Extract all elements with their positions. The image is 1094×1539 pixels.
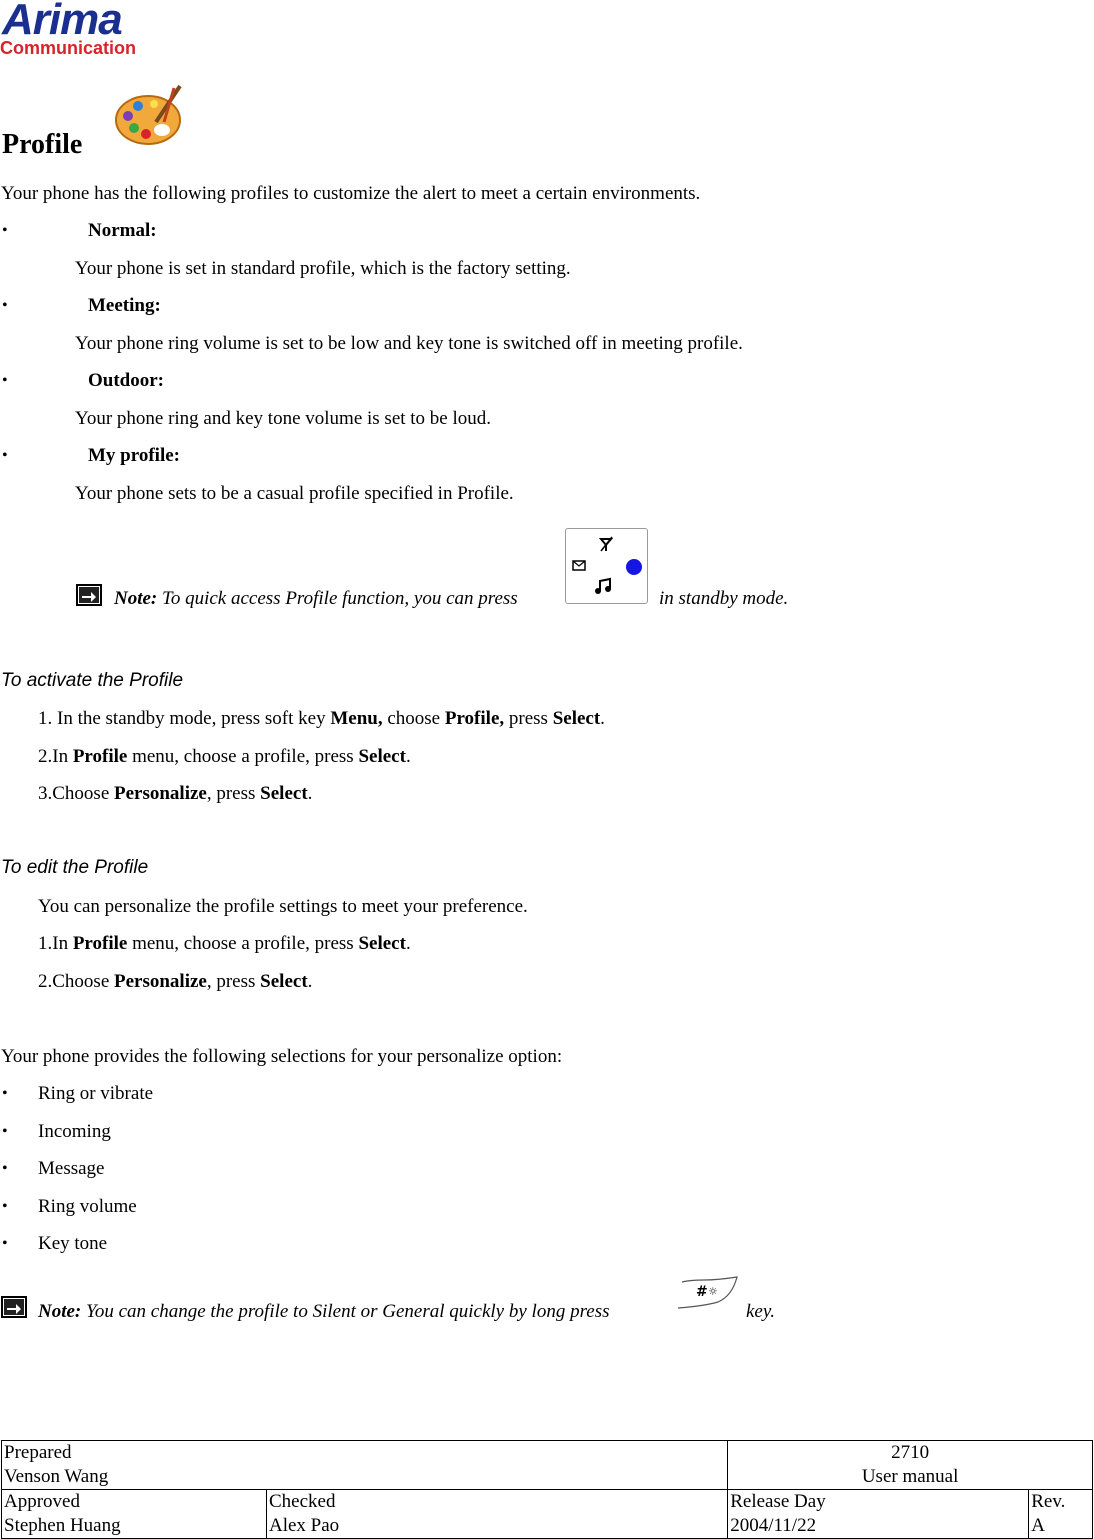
- activate-heading: To activate the Profile: [1, 670, 184, 691]
- prepared-cell: Prepared Venson Wang: [2, 1441, 728, 1490]
- bullet: •: [2, 1085, 8, 1102]
- page-title: Profile: [2, 129, 83, 160]
- checked-cell: Checked Alex Pao: [267, 1490, 728, 1539]
- profile-desc-meeting: Your phone ring volume is set to be low and key tone is switched off in meeting profile.: [75, 333, 743, 354]
- doc-footer-table: [1, 1440, 1093, 1539]
- bullet: •: [2, 297, 8, 314]
- note-quick-access: [114, 587, 518, 611]
- palette-icon: [112, 82, 188, 154]
- svg-text:#: #: [696, 1284, 708, 1300]
- bullet: •: [2, 1198, 8, 1215]
- logo-arima: Arima: [2, 0, 122, 44]
- note-icon: [76, 584, 102, 612]
- intro-text: Your phone has the following profiles to customize the alert to meet a certain environments.: [1, 183, 701, 204]
- profile-desc-outdoor: Your phone ring and key tone volume is set to be loud.: [75, 408, 492, 429]
- bullet: •: [2, 222, 8, 239]
- profile-name-normal: Normal:: [88, 220, 157, 241]
- release-day-cell: Release Day 2004/11/22: [728, 1490, 1029, 1539]
- document-cell: 2710 User manual: [728, 1441, 1093, 1490]
- bullet: •: [2, 447, 8, 464]
- profile-name-meeting: Meeting:: [88, 295, 161, 316]
- bullet: •: [2, 372, 8, 389]
- edit-step-2: 2.Choose Personalize, press Select.: [38, 971, 313, 992]
- option-item: Ring volume: [38, 1196, 137, 1217]
- svg-text:☼: ☼: [708, 1285, 718, 1298]
- bullet: •: [2, 1123, 8, 1140]
- note-text-before: You can change the profile to Silent or General quickly by long press: [86, 1301, 610, 1322]
- activate-step-1: 1. In the standby mode, press soft key Menu, choose Profile, press Select.: [38, 708, 605, 729]
- activate-step-3: 3.Choose Personalize, press Select.: [38, 783, 313, 804]
- activate-step-2: 2.In Profile menu, choose a profile, press Select.: [38, 746, 411, 767]
- bullet: •: [2, 1235, 8, 1252]
- nav-key-icon: [565, 528, 648, 604]
- hash-key-icon: [674, 1274, 740, 1324]
- note-label: Note:: [38, 1301, 82, 1322]
- note-icon: [1, 1296, 27, 1324]
- profile-desc-my-profile: Your phone sets to be a casual profile specified in Profile.: [75, 483, 514, 504]
- note-text-after: in standby mode.: [659, 588, 789, 609]
- profile-name-my-profile: My profile:: [88, 445, 180, 466]
- options-intro: Your phone provides the following selections for your personalize option:: [1, 1046, 563, 1067]
- logo-communication: Communication: [0, 38, 137, 58]
- option-item: Incoming: [38, 1121, 111, 1142]
- approved-cell: Approved Stephen Huang: [2, 1490, 267, 1539]
- option-item: Key tone: [38, 1233, 108, 1254]
- note-text-after: key.: [746, 1301, 776, 1322]
- revision-cell: Rev. A: [1029, 1490, 1093, 1539]
- edit-step-1: 1.In Profile menu, choose a profile, press Select.: [38, 933, 411, 954]
- note-text-before: To quick access Profile function, you can press: [162, 588, 518, 609]
- profile-desc-normal: Your phone is set in standard profile, which is the factory setting.: [75, 258, 571, 279]
- profile-name-outdoor: Outdoor:: [88, 370, 164, 391]
- note-label: Note:: [114, 588, 158, 609]
- bullet: •: [2, 1160, 8, 1177]
- edit-intro: You can personalize the profile settings to meet your preference.: [38, 896, 528, 917]
- note-silent-general: [38, 1300, 610, 1324]
- edit-heading: To edit the Profile: [1, 857, 149, 878]
- option-item: Message: [38, 1158, 105, 1179]
- option-item: Ring or vibrate: [38, 1083, 154, 1104]
